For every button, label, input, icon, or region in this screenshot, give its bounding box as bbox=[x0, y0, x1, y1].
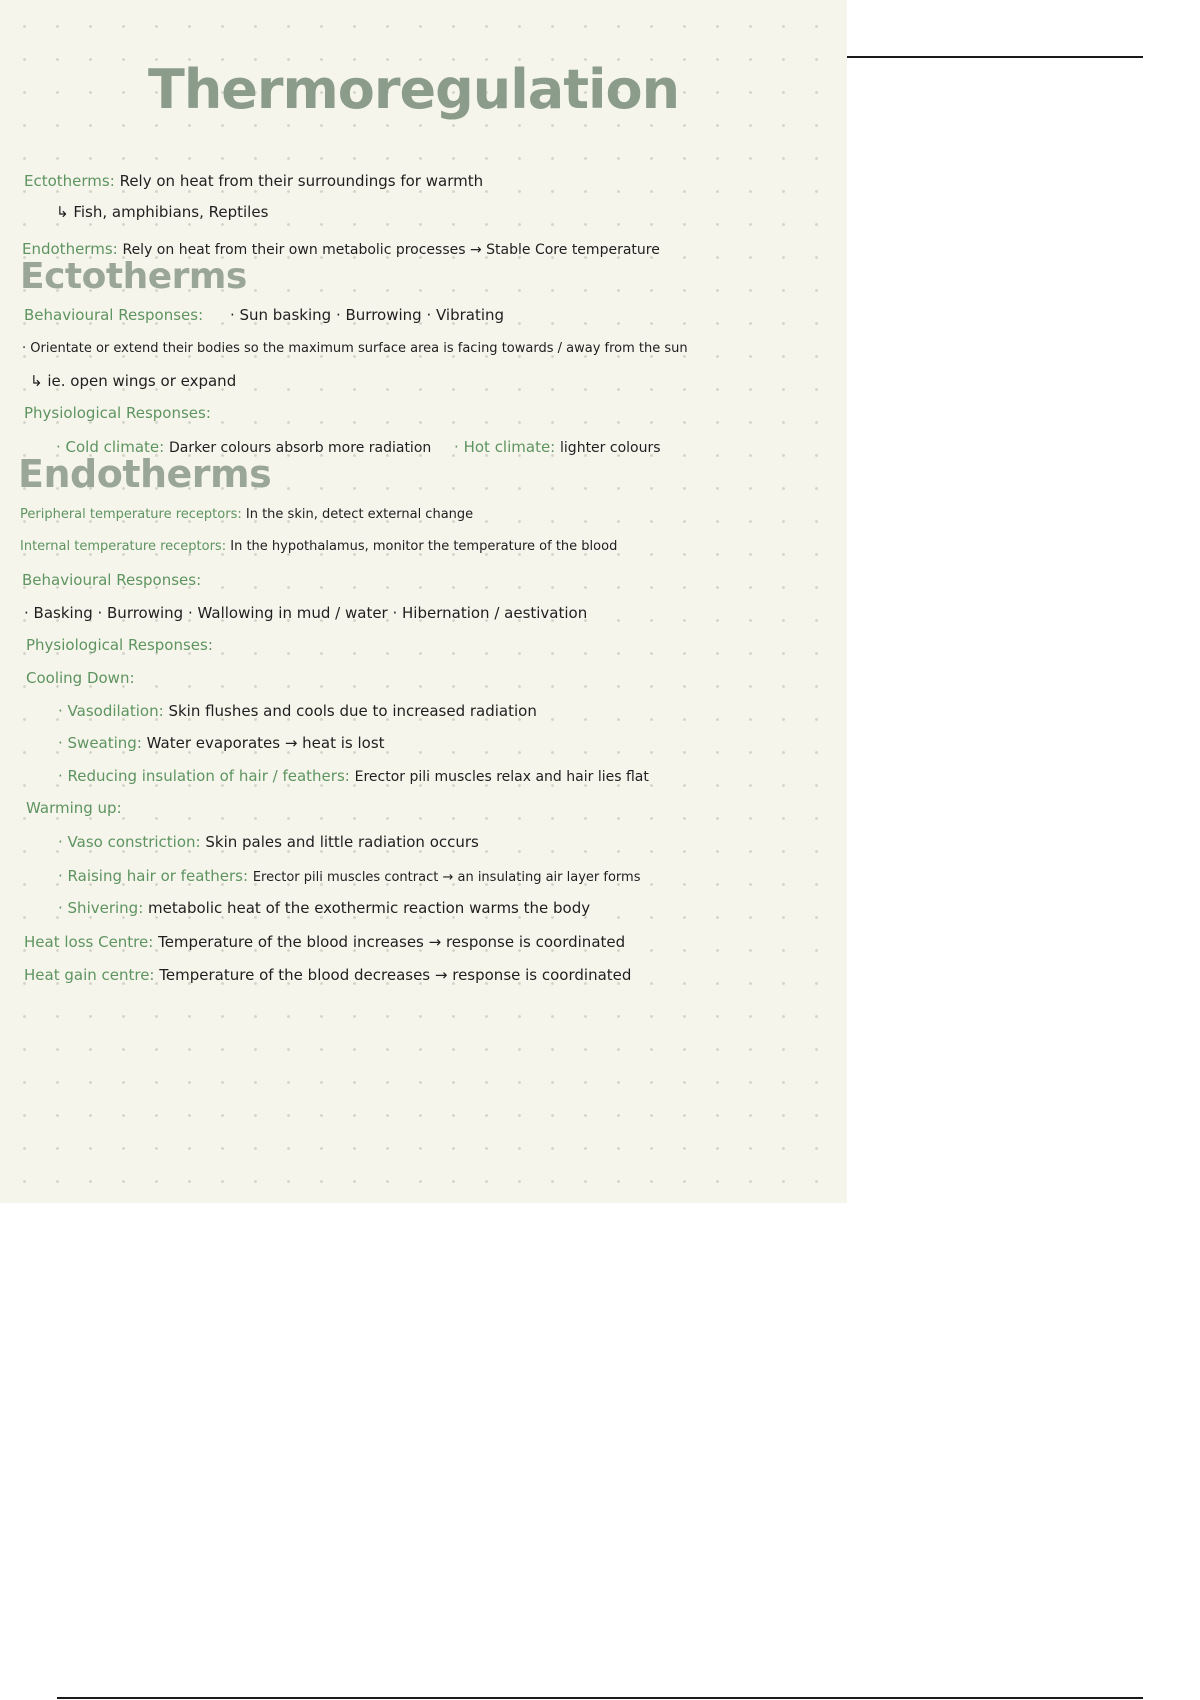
vasodilation-text: Skin flushes and cools due to increased radiation bbox=[168, 702, 537, 720]
ectotherms-orientate-example: ↳ ie. open wings or expand bbox=[30, 372, 237, 390]
ectotherms-behavioural-items: · Sun basking · Burrowing · Vibrating bbox=[229, 306, 505, 324]
warming-up-label: Warming up: bbox=[26, 799, 122, 817]
heat-loss-centre-label: Heat loss Centre: bbox=[24, 933, 154, 951]
endotherms-term: Endotherms: bbox=[22, 240, 118, 258]
heat-gain-centre-label: Heat gain centre: bbox=[24, 966, 155, 984]
cooling-down-label: Cooling Down: bbox=[26, 669, 135, 687]
heat-gain-centre-text: Temperature of the blood decreases → response is coordinated bbox=[159, 966, 632, 984]
raising-hair-label: · Raising hair or feathers: bbox=[58, 867, 249, 885]
heat-gain-centre-row bbox=[24, 966, 631, 984]
peripheral-receptors-row bbox=[20, 507, 473, 522]
peripheral-receptors-label: Peripheral temperature receptors: bbox=[20, 507, 242, 522]
hot-climate-label: · Hot climate: bbox=[454, 438, 556, 456]
vasoconstriction-row bbox=[58, 833, 479, 851]
endotherms-definition-text: Rely on heat from their own metabolic processes → Stable Core temperature bbox=[122, 242, 660, 258]
reducing-insulation-label: · Reducing insulation of hair / feathers: bbox=[58, 767, 350, 785]
vasodilation-label: · Vasodilation: bbox=[58, 702, 164, 720]
top-divider-line bbox=[847, 56, 1143, 58]
sweating-row bbox=[58, 734, 385, 752]
ectotherms-definition bbox=[24, 172, 483, 190]
heat-loss-centre-row bbox=[24, 933, 625, 951]
sweating-text: Water evaporates → heat is lost bbox=[146, 734, 385, 752]
shivering-row bbox=[58, 899, 590, 917]
internal-receptors-text: In the hypothalamus, monitor the temperature of the blood bbox=[230, 539, 618, 554]
internal-receptors-label: Internal temperature receptors: bbox=[20, 539, 227, 554]
heat-loss-centre-text: Temperature of the blood increases → response is coordinated bbox=[158, 933, 626, 951]
peripheral-receptors-text: In the skin, detect external change bbox=[245, 507, 474, 522]
raising-hair-text: Erector pili muscles contract → an insulating air layer forms bbox=[252, 870, 641, 885]
shivering-text: metabolic heat of the exothermic reaction warms the body bbox=[148, 899, 591, 917]
ectotherms-behavioural-row bbox=[24, 306, 504, 324]
endotherms-heading: Endotherms bbox=[18, 452, 272, 496]
endotherms-physiological-label: Physiological Responses: bbox=[26, 636, 213, 654]
shivering-label: · Shivering: bbox=[58, 899, 144, 917]
ectotherms-definition-text: Rely on heat from their surroundings for warmth bbox=[119, 172, 484, 190]
ectotherms-physiological-label: Physiological Responses: bbox=[24, 404, 211, 422]
sweating-label: · Sweating: bbox=[58, 734, 142, 752]
cold-climate-label: · Cold climate: bbox=[56, 438, 165, 456]
vasoconstriction-text: Skin pales and little radiation occurs bbox=[205, 833, 479, 851]
ectotherms-heading: Ectotherms bbox=[20, 256, 247, 297]
reducing-insulation-text: Erector pili muscles relax and hair lies flat bbox=[354, 769, 649, 785]
endotherms-behavioural-items: · Basking · Burrowing · Wallowing in mud / water · Hibernation / aestivation bbox=[24, 604, 588, 622]
ectotherms-examples: ↳ Fish, amphibians, Reptiles bbox=[56, 203, 269, 221]
raising-hair-row bbox=[58, 867, 640, 885]
ectotherms-behavioural-label: Behavioural Responses: bbox=[24, 306, 204, 324]
page-title: Thermoregulation bbox=[148, 58, 680, 121]
internal-receptors-row bbox=[20, 539, 617, 554]
reducing-insulation-row bbox=[58, 767, 649, 785]
vasoconstriction-label: · Vaso constriction: bbox=[58, 833, 201, 851]
ectotherms-orientate-text: · Orientate or extend their bodies so the maximum surface area is facing towards / away from the sun bbox=[22, 341, 688, 356]
hot-climate-text: lighter colours bbox=[560, 440, 661, 456]
endotherms-behavioural-label: Behavioural Responses: bbox=[22, 571, 202, 589]
cold-climate-text: Darker colours absorb more radiation bbox=[168, 440, 432, 456]
note-page bbox=[0, 0, 847, 1203]
ectotherms-term: Ectotherms: bbox=[24, 172, 115, 190]
bottom-divider-line bbox=[57, 1697, 1143, 1699]
vasodilation-row bbox=[58, 702, 537, 720]
